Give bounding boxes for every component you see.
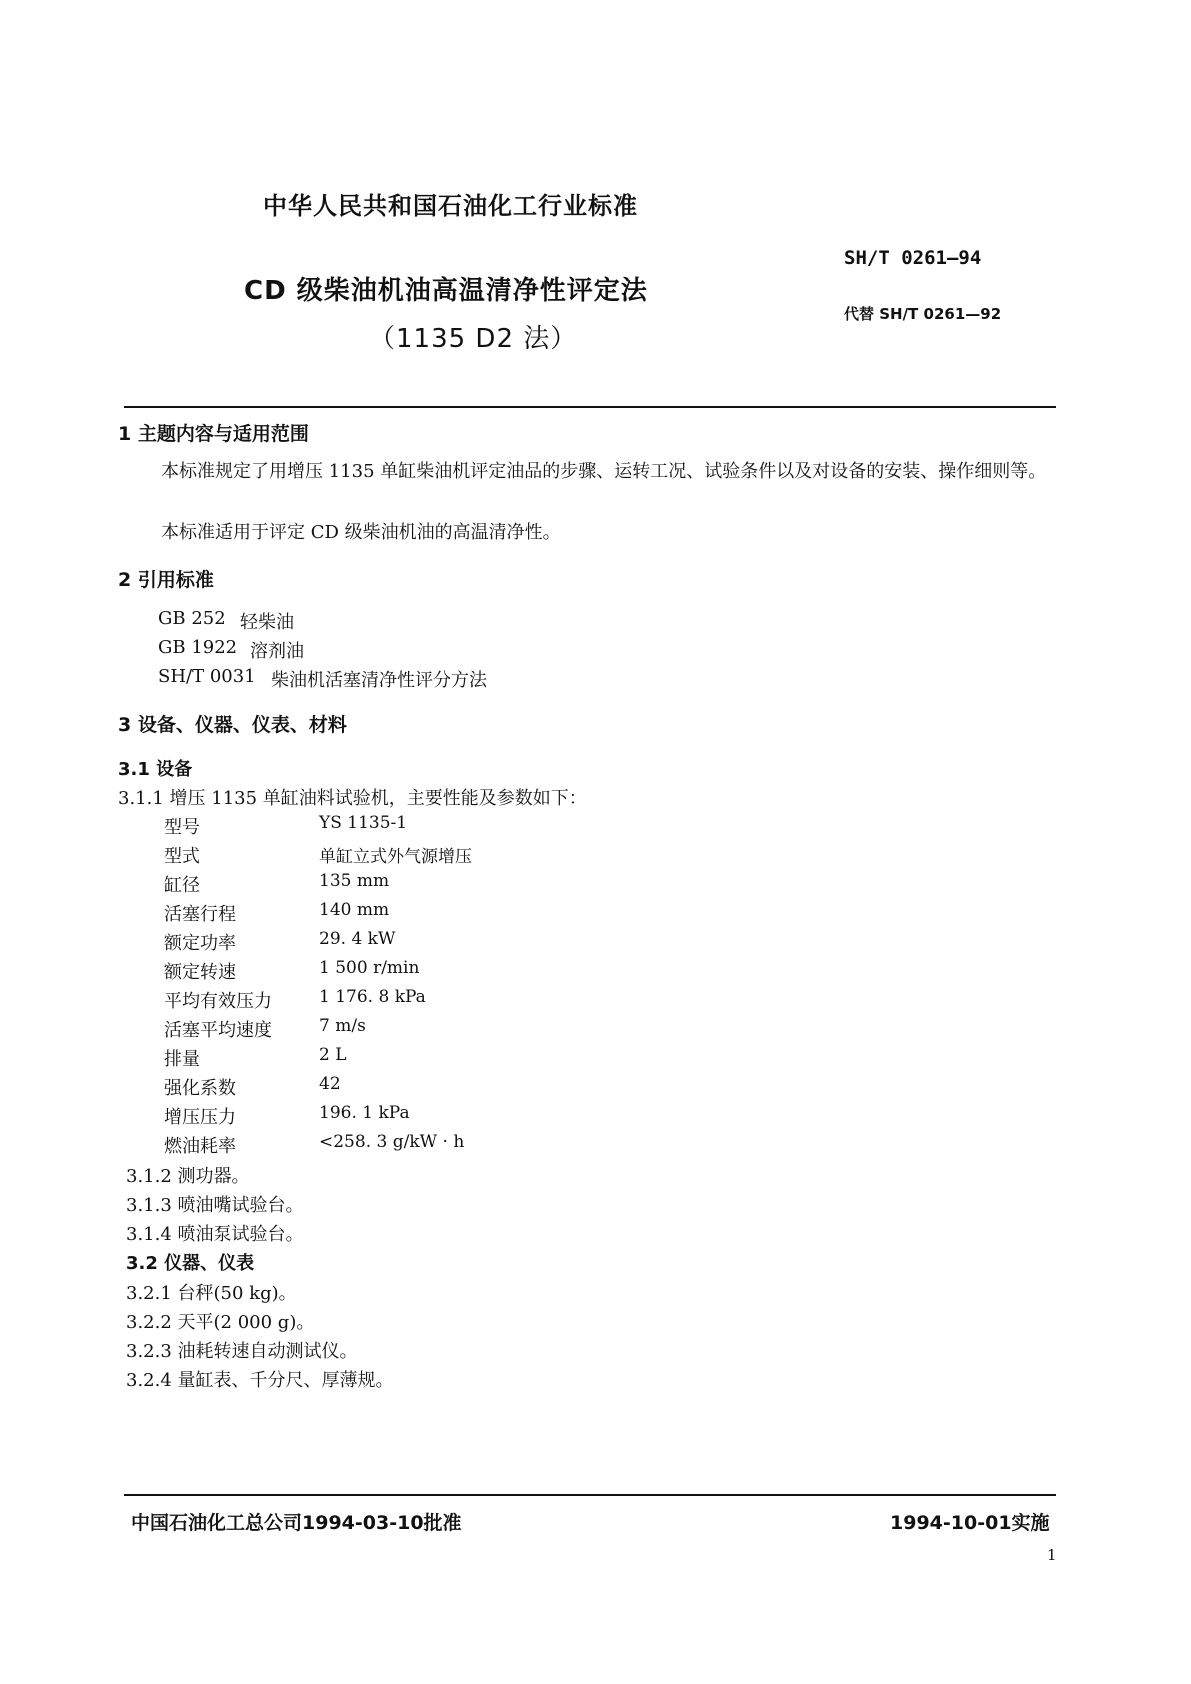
standard-code: SH/T 0261—94 — [844, 247, 982, 269]
document-title: CD 级柴油机油高温清净性评定法 — [244, 276, 648, 306]
footer-divider — [124, 1494, 1056, 1496]
clause-3-2-4: 3.2.4 量缸表、千分尺、厚薄规。 — [126, 1370, 394, 1391]
spec-value: 1 500 r/min — [319, 958, 420, 978]
spec-value: YS 1135-1 — [319, 813, 408, 833]
spec-label: 活塞平均速度 — [164, 1020, 272, 1041]
section-1-paragraph-1: 本标准规定了用增压 1135 单缸柴油机评定油品的步骤、运转工况、试验条件以及对设备的安装、操作细则等。 — [161, 461, 1047, 482]
spec-label: 平均有效压力 — [164, 991, 272, 1012]
reference-name: 柴油机活塞清净性评分方法 — [271, 670, 487, 691]
page-number: 1 — [1047, 1546, 1057, 1564]
clause-3-2-2: 3.2.2 天平(2 000 g)。 — [126, 1312, 315, 1333]
spec-label: 额定功率 — [164, 933, 236, 954]
spec-value: 140 mm — [319, 900, 390, 920]
issuing-authority-title: 中华人民共和国石油化工行业标准 — [263, 192, 638, 220]
clause-3-1-3: 3.1.3 喷油嘴试验台。 — [126, 1195, 304, 1216]
clause-3-1-2: 3.1.2 测功器。 — [126, 1166, 250, 1187]
spec-value: 135 mm — [319, 871, 390, 891]
reference-code: SH/T 0031 — [158, 666, 256, 687]
spec-label: 活塞行程 — [164, 904, 236, 925]
section-2-heading: 2 引用标准 — [118, 569, 214, 591]
spec-value: 1 176. 8 kPa — [319, 987, 426, 1007]
spec-value: 196. 1 kPa — [319, 1103, 410, 1123]
spec-label: 型式 — [164, 846, 200, 867]
header-divider — [124, 406, 1056, 408]
section-1-paragraph-2: 本标准适用于评定 CD 级柴油机油的高温清净性。 — [161, 522, 561, 543]
section-3-1-1-text: 3.1.1 增压 1135 单缸油料试验机，主要性能及参数如下： — [118, 788, 587, 809]
spec-value: 29. 4 kW — [319, 929, 396, 949]
section-3-2-heading: 3.2 仪器、仪表 — [126, 1253, 255, 1274]
replaces-standard: 代替 SH/T 0261—92 — [844, 305, 1002, 323]
reference-code: GB 1922 — [158, 637, 238, 658]
spec-label: 燃油耗率 — [164, 1136, 236, 1157]
clause-3-2-1: 3.2.1 台秤(50 kg)。 — [126, 1283, 297, 1304]
section-1-heading: 1 主题内容与适用范围 — [118, 423, 309, 445]
spec-value: 单缸立式外气源增压 — [319, 847, 472, 867]
spec-label: 型号 — [164, 817, 200, 838]
spec-value: <258. 3 g/kW · h — [319, 1132, 465, 1152]
clause-3-2-3: 3.2.3 油耗转速自动测试仪。 — [126, 1341, 358, 1362]
spec-value: 7 m/s — [319, 1016, 366, 1036]
approval-line: 中国石油化工总公司1994-03-10批准 — [131, 1512, 462, 1534]
spec-label: 排量 — [164, 1049, 200, 1070]
document-subtitle: （1135 D2 法） — [369, 324, 578, 354]
section-3-1-heading: 3.1 设备 — [118, 759, 193, 780]
spec-value: 2 L — [319, 1045, 347, 1065]
spec-label: 缸径 — [164, 875, 200, 896]
spec-label: 强化系数 — [164, 1078, 236, 1099]
spec-value: 42 — [319, 1074, 341, 1094]
reference-name: 轻柴油 — [240, 612, 294, 633]
section-3-heading: 3 设备、仪器、仪表、材料 — [118, 714, 347, 736]
effective-date: 1994-10-01实施 — [890, 1512, 1050, 1534]
spec-label: 增压压力 — [164, 1107, 236, 1128]
spec-label: 额定转速 — [164, 962, 236, 983]
reference-code: GB 252 — [158, 608, 226, 629]
reference-name: 溶剂油 — [250, 641, 304, 662]
clause-3-1-4: 3.1.4 喷油泵试验台。 — [126, 1224, 304, 1245]
